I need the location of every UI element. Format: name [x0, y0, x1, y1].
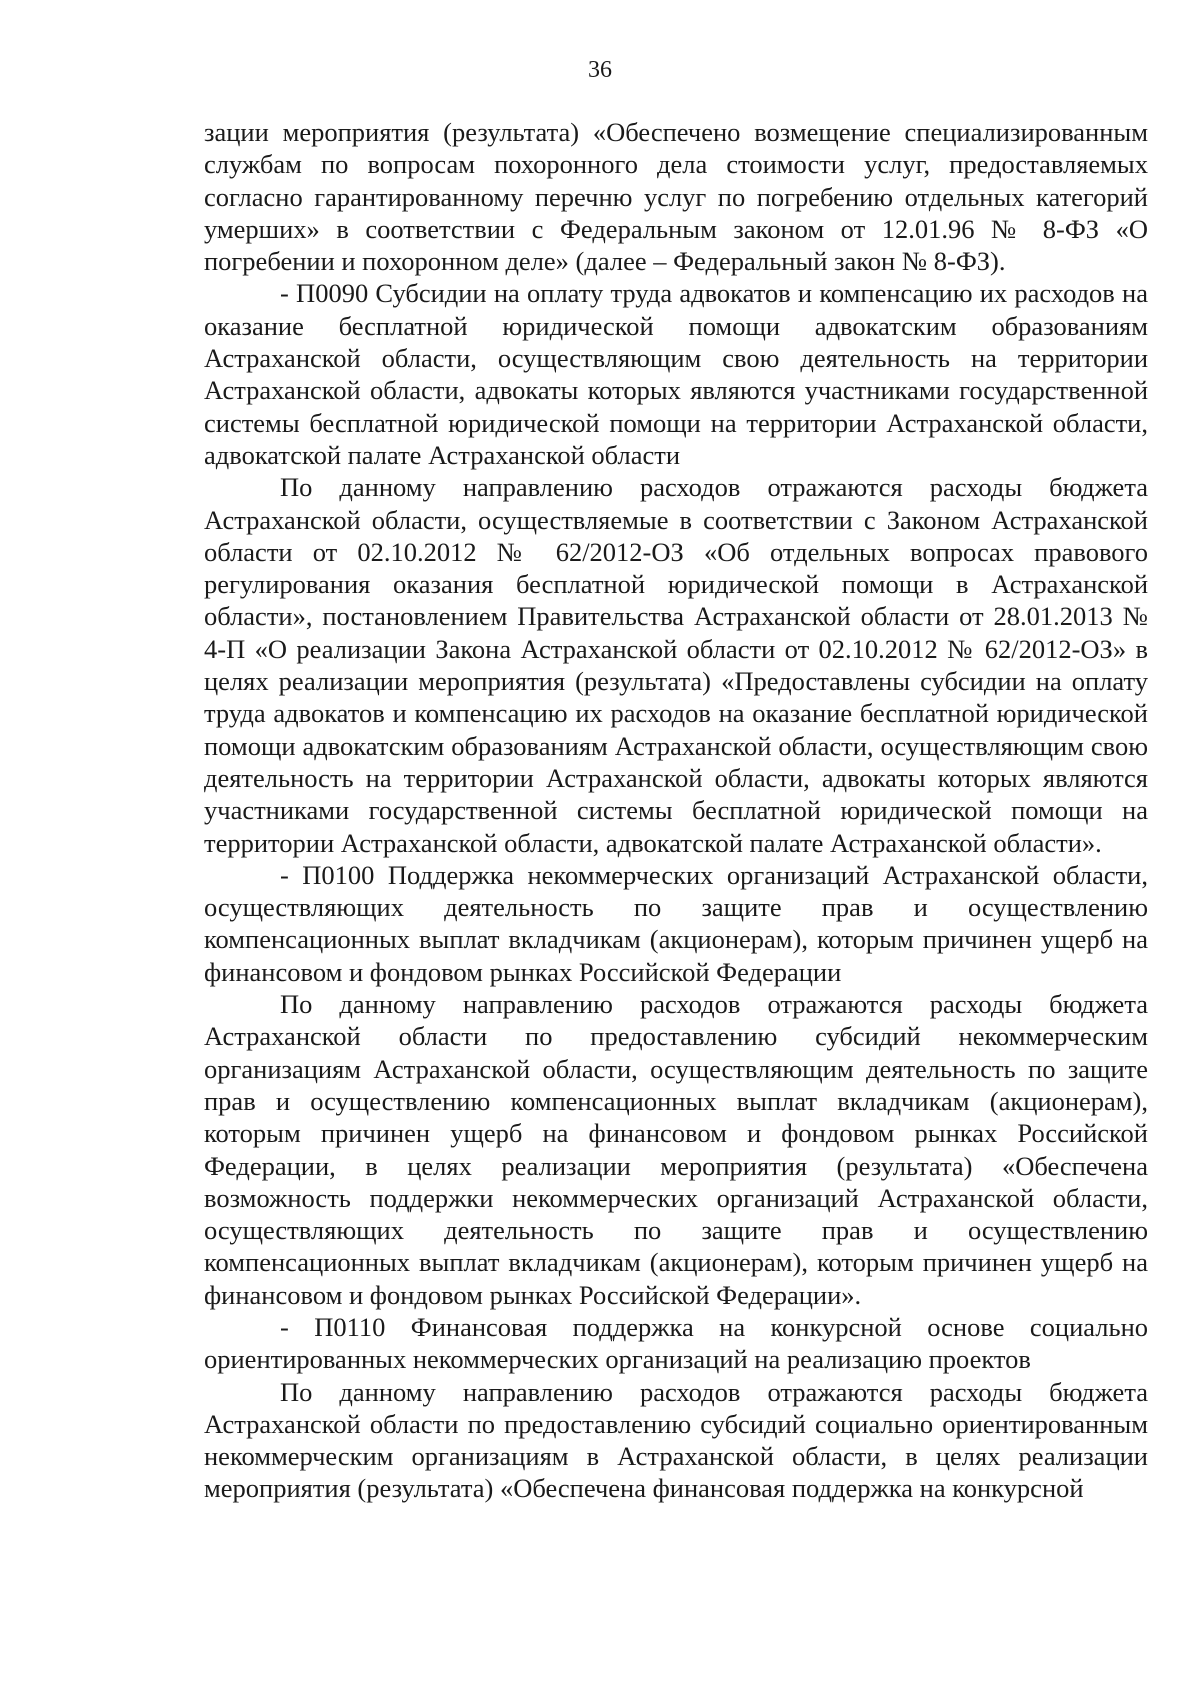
document-body — [204, 116, 1148, 1505]
paragraph-item-p0110: - П0110 Финансовая поддержка на конкурсной основе социально ориентированных некоммерческих организаций на реализацию проектов — [204, 1311, 1148, 1375]
paragraph-p0110-description: По данному направлению расходов отражаются расходы бюджета Астраханской области по предоставлению субсидий социально ориентированным некоммерческим организациям в Астраханской области, в целях реализации мероприятия (результата) «Обеспечена финансовая поддержка на конкурсной — [204, 1376, 1148, 1504]
paragraph-p0100-description: По данному направлению расходов отражаются расходы бюджета Астраханской области по предоставлению субсидий некоммерческим организациям Астраханской области, осуществляющим деятельность по защите прав и осуществлению компенсационных выплат вкладчикам (акционерам), которым причинен ущерб на финансовом и фондовом рынках Российской Федерации, в целях реализации мероприятия (результата) «Обеспечена возможность поддержки некоммерческих организаций Астраханской области, осуществляющих деятельность по защите прав и осуществлению компенсационных выплат вкладчикам (акционерам), которым причинен ущерб на финансовом и фондовом рынках Российской Федерации». — [204, 989, 1148, 1310]
paragraph-item-p0100: - П0100 Поддержка некоммерческих организаций Астраханской области, осуществляющих деятельность по защите прав и осуществлению компенсационных выплат вкладчикам (акционерам), которым причинен ущерб на финансовом и фондовом рынках Российской Федерации — [204, 859, 1148, 987]
paragraph-item-p0090: - П0090 Субсидии на оплату труда адвокатов и компенсацию их расходов на оказание бесплатной юридической помощи адвокатским образованиям Астраханской области, осуществляющим свою деятельность на территории Астраханской области, адвокаты которых являются участниками государственной системы бесплатной юридической помощи на территории Астраханской области, адвокатской палате Астраханской области — [204, 278, 1148, 470]
paragraph-continuation: зации мероприятия (результата) «Обеспечено возмещение специализированным службам по вопросам похоронного дела стоимости услуг, предоставляемых согласно гарантированному перечню услуг по погребению отдельных категорий умерших» в соответствии с Федеральным законом от 12.01.96 № 8-ФЗ «О погребении и похоронном деле» (далее – Федеральный закон № 8-ФЗ). — [204, 117, 1148, 277]
paragraph-p0090-description: По данному направлению расходов отражаются расходы бюджета Астраханской области, осуществляемые в соответствии с Законом Астраханской области от 02.10.2012 № 62/2012-ОЗ «Об отдельных вопросах правового регулирования оказания бесплатной юридической помощи в Астраханской области», постановлением Правительства Астраханской области от 28.01.2013 № 4-П «О реализации Закона Астраханской области от 02.10.2012 № 62/2012-ОЗ» в целях реализации мероприятия (результата) «Предоставлены субсидии на оплату труда адвокатов и компенсацию их расходов на оказание бесплатной юридической помощи адвокатским образованиям Астраханской области, осуществляющим свою деятельность на территории Астраханской области, адвокаты которых являются участниками государственной системы бесплатной юридической помощи на территории Астраханской области, адвокатской палате Астраханской области». — [204, 472, 1148, 858]
page-number: 36 — [588, 57, 612, 83]
